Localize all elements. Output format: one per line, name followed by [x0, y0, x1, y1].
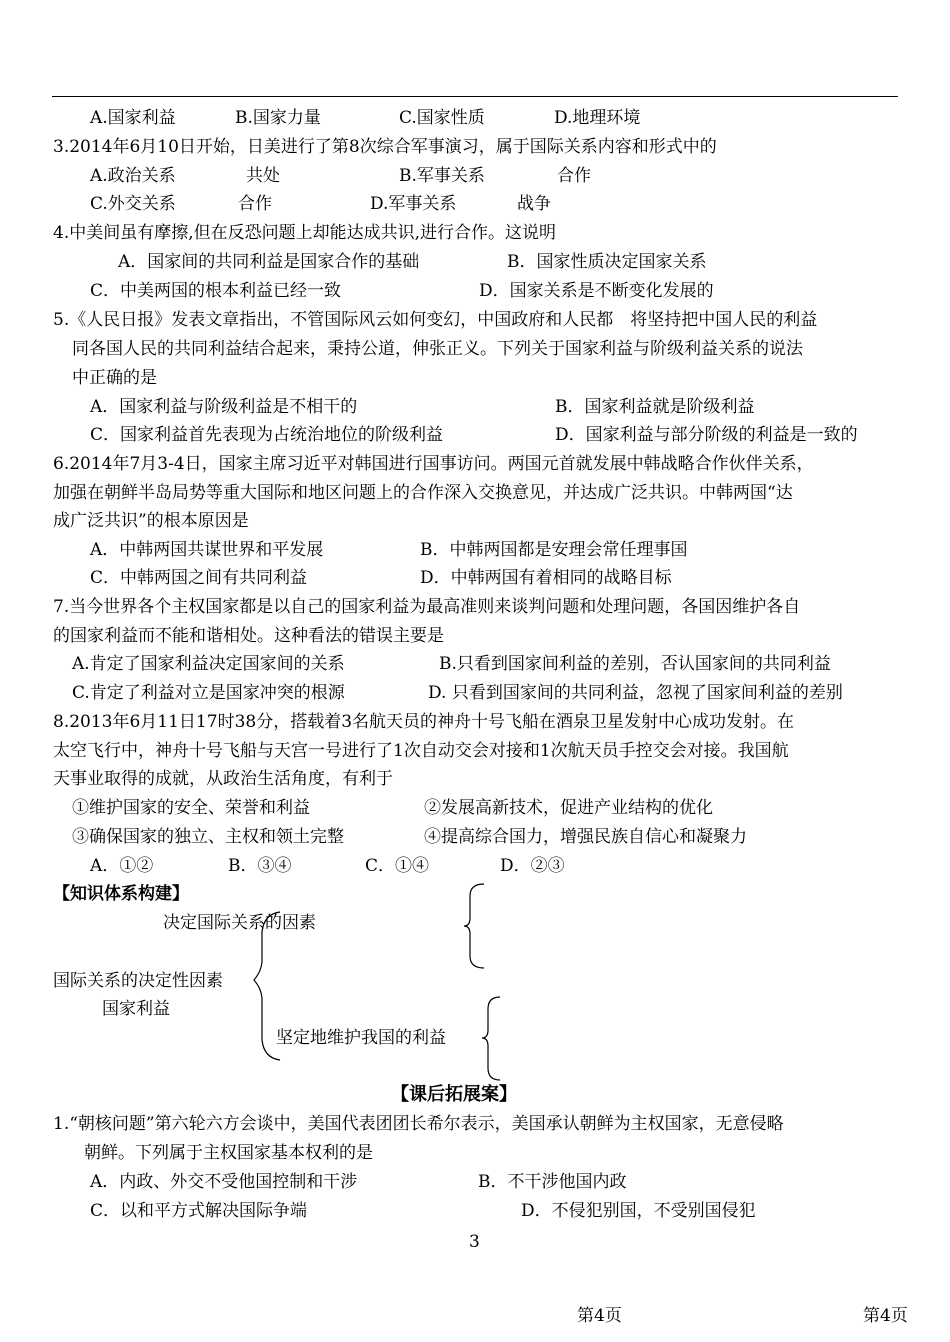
q6-option-d: D．中韩两国有着相同的战略目标	[420, 568, 672, 588]
q4-stem: 4.中美间虽有摩擦,但在反恐问题上却能达成共识,进行合作。这说明	[53, 223, 557, 243]
q8-item-4: ④提高综合国力，增强民族自信心和凝聚力	[424, 827, 747, 847]
brace-defend	[482, 997, 500, 1080]
page-label-right: 第4页	[863, 1306, 908, 1326]
q6-option-c: C．中韩两国之间有共同利益	[90, 568, 308, 588]
after-class-q1-line-1: 1.“朝核问题”第六轮六方会谈中，美国代表团团长希尔表示，美国承认朝鲜为主权国家，无意侵略	[53, 1114, 784, 1134]
brace-factors	[464, 884, 484, 968]
knowledge-defend-label: 坚定地维护我国的利益	[276, 1028, 446, 1048]
q2-option-d: D.地理环境	[554, 108, 641, 128]
q8-option-d: D．②③	[500, 856, 565, 876]
q5-stem-line-3: 中正确的是	[72, 368, 157, 388]
q8-item-3: ③确保国家的独立、主权和领土完整	[72, 827, 344, 847]
q5-option-d: D．国家利益与部分阶级的利益是一致的	[555, 425, 858, 445]
q7-option-b: B.只看到国家间利益的差别，否认国家间的共同利益	[439, 654, 831, 674]
q7-stem-line-1: 7.当今世界各个主权国家都是以自己的国家利益为最高准则来谈判问题和处理问题，各国因维护各自	[53, 597, 801, 617]
q6-option-a: A．中韩两国共谋世界和平发展	[90, 540, 324, 560]
after-class-q1-line-2: 朝鲜。下列属于主权国家基本权利的是	[84, 1143, 373, 1163]
q8-option-a: A．①②	[90, 856, 154, 876]
after-class-option-a: A．内政、外交不受他国控制和干涉	[90, 1172, 358, 1192]
q3-option-a-relation: 共处	[246, 166, 280, 186]
q3-option-d-relation: 战争	[517, 194, 551, 214]
q8-item-1: ①维护国家的安全、荣誉和利益	[72, 798, 310, 818]
q5-option-b: B．国家利益就是阶级利益	[555, 397, 755, 417]
knowledge-decisive-label: 国际关系的决定性因素	[53, 971, 223, 991]
page-label-left: 第4页	[577, 1306, 622, 1326]
q7-stem-line-2: 的国家利益而不能和谐相处。这种看法的错误主要是	[53, 626, 444, 646]
q3-option-b: B.军事关系	[399, 166, 485, 186]
q2-option-c: C.国家性质	[399, 108, 485, 128]
after-class-title: 【课后拓展案】	[391, 1084, 517, 1105]
after-class-option-b: B．不干涉他国内政	[478, 1172, 627, 1192]
q8-option-b: B．③④	[228, 856, 292, 876]
q4-option-c: C．中美两国的根本利益已经一致	[90, 281, 342, 301]
brace-decisive	[254, 912, 280, 1060]
q5-stem-line-2: 同各国人民的共同利益结合起来，秉持公道，伸张正义。下列关于国家利益与阶级利益关系的说法	[72, 339, 803, 359]
q4-option-a: A．国家间的共同利益是国家合作的基础	[118, 252, 420, 272]
q8-item-2: ②发展高新技术，促进产业结构的优化	[424, 798, 713, 818]
q4-option-b: B．国家性质决定国家关系	[507, 252, 707, 272]
q8-stem-line-1: 8.2013年6月11日17时38分，搭载着3名航天员的神舟十号飞船在酒泉卫星发射中心成功发射。在	[53, 712, 795, 732]
knowledge-factors-label: 决定国际关系的因素	[163, 913, 316, 933]
knowledge-national-interest-label: 国家利益	[102, 999, 170, 1019]
q8-stem-line-2: 太空飞行中，神舟十号飞船与天宫一号进行了1次自动交会对接和1次航天员手控交会对接。我国航	[53, 741, 789, 761]
q6-option-b: B．中韩两国都是安理会常任理事国	[420, 540, 688, 560]
after-class-option-d: D．不侵犯别国，不受别国侵犯	[521, 1201, 756, 1221]
q3-stem: 3.2014年6月10日开始，日美进行了第8次综合军事演习，属于国际关系内容和形式中的	[53, 137, 717, 157]
q2-option-a: A.国家利益	[90, 108, 176, 128]
page-number: 3	[469, 1232, 480, 1252]
q7-option-d: D. 只看到国家间的共同利益，忽视了国家间利益的差别	[428, 683, 843, 703]
knowledge-heading: 【知识体系构建】	[53, 884, 189, 904]
q3-option-c: C.外交关系	[90, 194, 176, 214]
q3-option-c-relation: 合作	[238, 194, 272, 214]
q7-option-a: A.肯定了国家利益决定国家间的关系	[72, 654, 345, 674]
q5-option-a: A．国家利益与阶级利益是不相干的	[90, 397, 358, 417]
q6-stem-line-3: 成广泛共识”的根本原因是	[53, 511, 249, 531]
q3-option-d: D.军事关系	[370, 194, 457, 214]
q8-stem-line-3: 天事业取得的成就，从政治生活角度，有利于	[53, 769, 393, 789]
q5-option-c: C．国家利益首先表现为占统治地位的阶级利益	[90, 425, 444, 445]
q3-option-b-relation: 合作	[557, 166, 591, 186]
q6-stem-line-1: 6.2014年7月3-4日，国家主席习近平对韩国进行国事访问。两国元首就发展中韩战略合作伙伴关系，	[53, 454, 814, 474]
q5-stem-line-1: 5.《人民日报》发表文章指出，不管国际风云如何变幻，中国政府和人民都 将坚持把中国人民的利益	[53, 310, 818, 330]
q2-option-b: B.国家力量	[235, 108, 321, 128]
q4-option-d: D．国家关系是不断变化发展的	[479, 281, 714, 301]
after-class-option-c: C．以和平方式解决国际争端	[90, 1201, 308, 1221]
q3-option-a: A.政治关系	[90, 166, 176, 186]
q7-option-c: C.肯定了利益对立是国家冲突的根源	[72, 683, 345, 703]
q6-stem-line-2: 加强在朝鲜半岛局势等重大国际和地区问题上的合作深入交换意见，并达成广泛共识。中韩两国“达	[53, 483, 793, 503]
q8-option-c: C．①④	[365, 856, 430, 876]
